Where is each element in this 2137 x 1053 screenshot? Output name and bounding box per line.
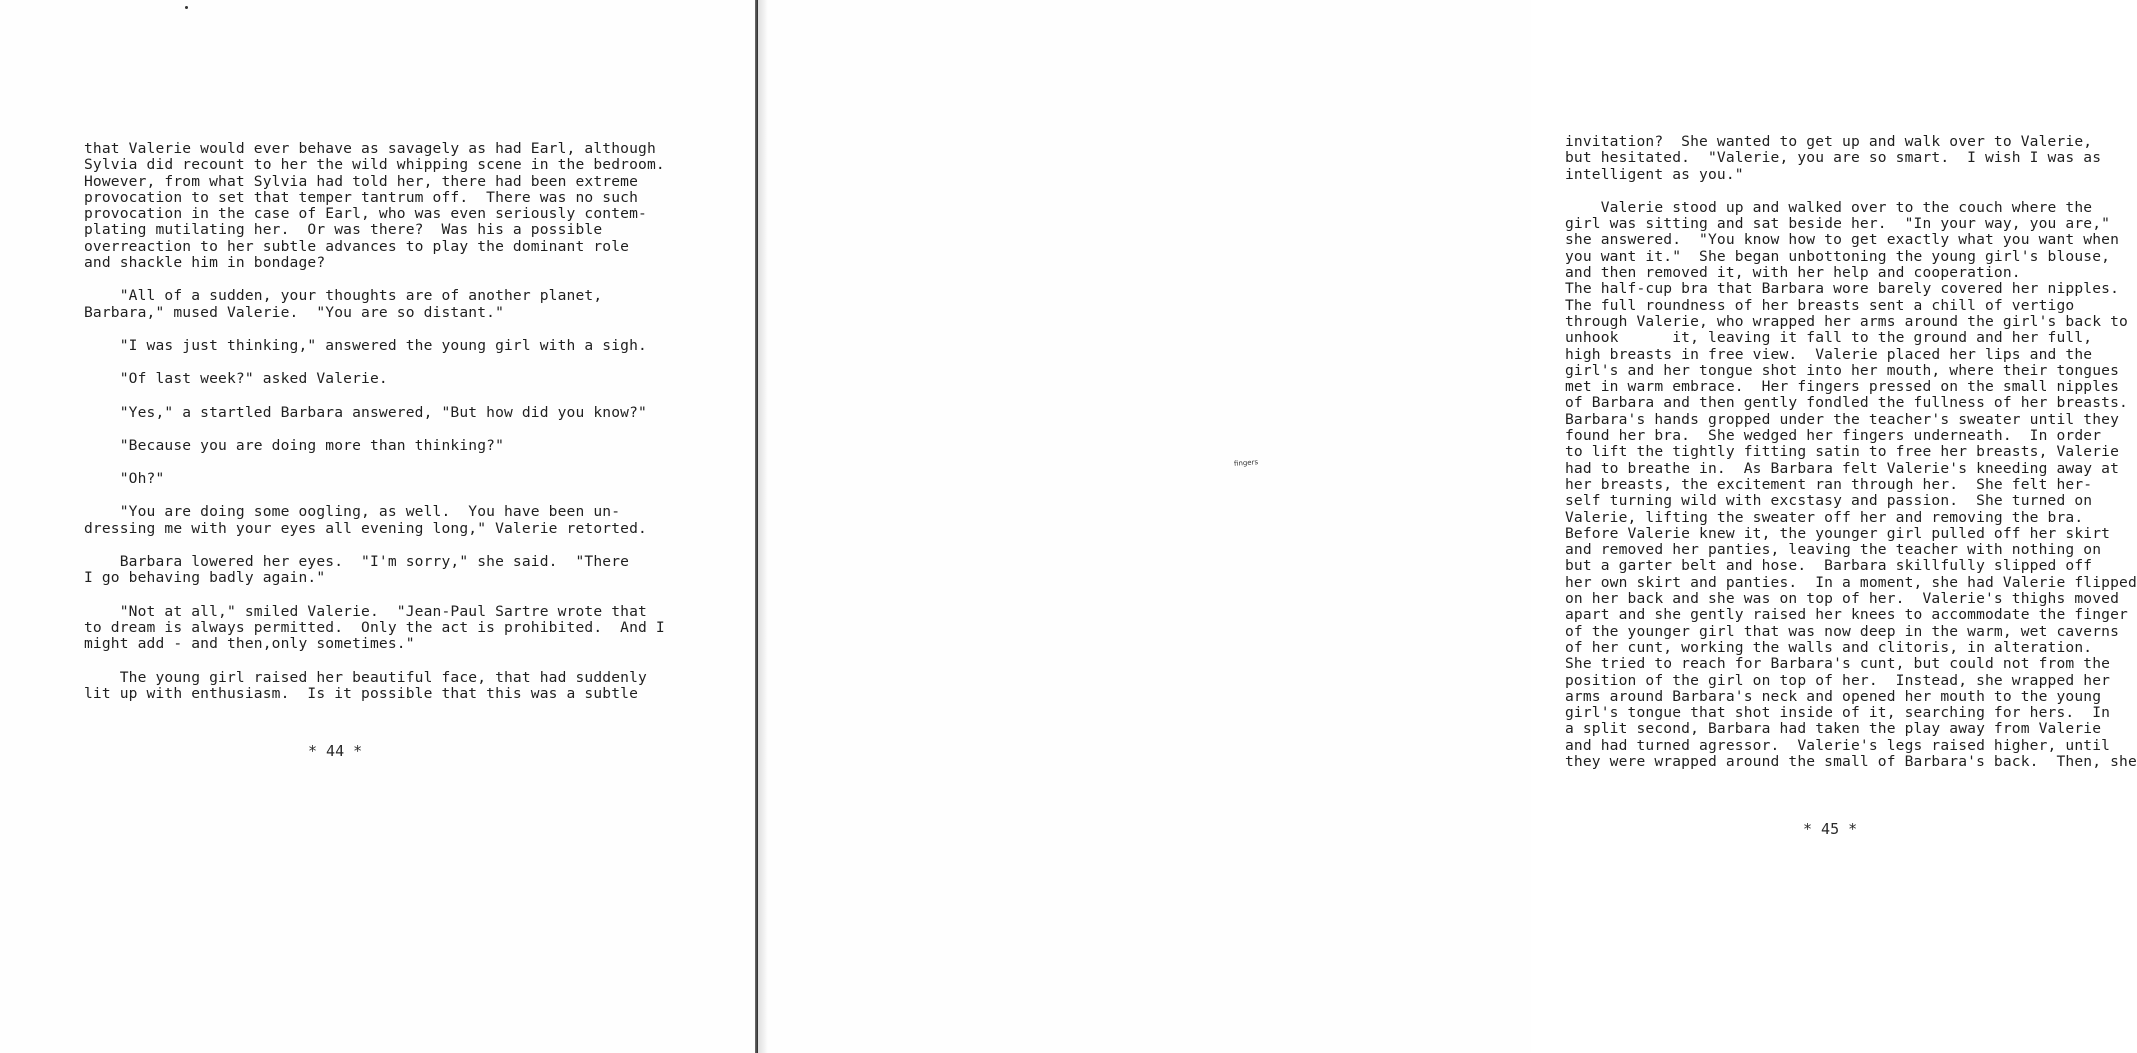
text-line: The full roundness of her breasts sent a chill of vertigo bbox=[1565, 296, 2075, 314]
text-line: lit up with enthusiasm. Is it possible that this was a subtle bbox=[84, 684, 639, 702]
text-line: met in warm embrace. Her fingers pressed on the small nipples bbox=[1565, 378, 2120, 396]
text-line: intelligent as you." bbox=[1565, 165, 1744, 183]
text-line: Barbara's hands gropped under the teacher's sweater until they bbox=[1565, 410, 2120, 428]
text-line: I go behaving badly again." bbox=[84, 569, 326, 587]
text-line: The half-cup bra that Barbara wore barely covered her nipples. bbox=[1565, 280, 2120, 298]
right-page bbox=[757, 0, 2137, 1053]
text-line: but a garter belt and hose. Barbara skillfully slipped off bbox=[1565, 557, 2093, 575]
paragraph-gap bbox=[1565, 183, 2137, 200]
text-line: a split second, Barbara had taken the play away from Valerie bbox=[1565, 720, 2102, 738]
text-line: provocation to set that temper tantrum off. There was no such bbox=[84, 188, 639, 206]
text-line: to dream is always permitted. Only the act is prohibited. And I bbox=[84, 618, 665, 636]
text-line: of her cunt, working the walls and clitoris, in alteration. bbox=[1565, 638, 2093, 656]
text-line: and had turned agressor. Valerie's legs raised higher, until bbox=[1565, 736, 2111, 754]
text-line: The young girl raised her beautiful face, that had suddenly bbox=[84, 668, 647, 686]
paragraph-gap bbox=[84, 388, 665, 405]
text-line: found her bra. She wedged her fingers underneath. In order bbox=[1565, 427, 2102, 445]
left-page-number: * 44 * bbox=[308, 742, 363, 760]
text-line: and removed her panties, leaving the teacher with nothing on bbox=[1565, 541, 2102, 559]
text-line: that Valerie would ever behave as savagely as had Earl, although bbox=[84, 140, 656, 157]
left-page bbox=[0, 0, 757, 1053]
text-line: arms around Barbara's neck and opened her mouth to the young bbox=[1565, 687, 2102, 705]
text-line: plating mutilating her. Or was there? Was his a possible bbox=[84, 221, 603, 239]
text-line: she answered. "You know how to get exactly what you want when bbox=[1565, 231, 2120, 249]
paragraph-gap bbox=[84, 421, 665, 438]
paragraph-gap bbox=[84, 271, 665, 288]
text-line: "Because you are doing more than thinking?" bbox=[84, 436, 505, 454]
text-line: her own skirt and panties. In a moment, she had Valerie flipped bbox=[1565, 573, 2137, 591]
text-line: girl's tongue that shot inside of it, searching for hers. In bbox=[1565, 704, 2111, 722]
gutter-shadow bbox=[758, 0, 768, 1053]
text-line: to lift the tightly fitting satin to free her breasts, Valerie bbox=[1565, 443, 2120, 461]
text-line: "You are doing some oogling, as well. You have been un- bbox=[84, 503, 621, 521]
paragraph-gap bbox=[84, 454, 665, 471]
text-line: had to breathe in. As Barbara felt Valerie's kneeding away at bbox=[1565, 459, 2120, 477]
text-line: but hesitated. "Valerie, you are so smart. I wish I was as bbox=[1565, 149, 2102, 167]
text-line: apart and she gently raised her knees to accommodate the finger bbox=[1565, 606, 2128, 624]
text-line: invitation? She wanted to get up and walk over to Valerie, bbox=[1565, 133, 2093, 150]
right-page-number: * 45 * bbox=[1803, 820, 1858, 838]
page-speck bbox=[185, 6, 188, 9]
left-page-text bbox=[84, 141, 665, 702]
text-line: overreaction to her subtle advances to play the dominant role bbox=[84, 237, 630, 255]
text-line: She tried to reach for Barbara's cunt, but could not from the bbox=[1565, 655, 2111, 673]
text-line: "Not at all," smiled Valerie. "Jean-Paul Sartre wrote that bbox=[84, 602, 647, 620]
text-line: girl's and her tongue shot into her mouth, where their tongues bbox=[1565, 361, 2120, 379]
paragraph-gap bbox=[84, 487, 665, 504]
text-line: "Oh?" bbox=[84, 470, 165, 488]
text-line: "All of a sudden, your thoughts are of another planet, bbox=[84, 287, 603, 305]
text-line: of Barbara and then gently fondled the fullness of her breasts. bbox=[1565, 394, 2128, 412]
text-line: through Valerie, who wrapped her arms around the girl's back to bbox=[1565, 312, 2128, 330]
text-line: Valerie stood up and walked over to the couch where the bbox=[1565, 198, 2093, 216]
text-line: and then removed it, with her help and cooperation. bbox=[1565, 264, 2021, 282]
text-line: might add - and then,only sometimes." bbox=[84, 635, 415, 653]
text-line: unhook it, leaving it fall to the ground and her full, bbox=[1565, 329, 2093, 347]
text-line: of the younger girl that was now deep in the warm, wet caverns bbox=[1565, 622, 2120, 640]
text-line: Sylvia did recount to her the wild whipping scene in the bedroom. bbox=[84, 156, 665, 174]
text-line: provocation in the case of Earl, who was even seriously contem- bbox=[84, 205, 647, 223]
paragraph-gap bbox=[84, 587, 665, 604]
text-line: on her back and she was on top of her. Valerie's thighs moved bbox=[1565, 590, 2120, 608]
paragraph-gap bbox=[84, 653, 665, 670]
text-line: they were wrapped around the small of Barbara's back. Then, she bbox=[1565, 752, 2137, 770]
text-line: high breasts in free view. Valerie placed her lips and the bbox=[1565, 345, 2093, 363]
text-line: Valerie, lifting the sweater off her and removing the bra. bbox=[1565, 508, 2084, 526]
text-line: "Of last week?" asked Valerie. bbox=[84, 370, 388, 388]
text-line: her breasts, the excitement ran through her. She felt her- bbox=[1565, 475, 2093, 493]
handwritten-insert: fingers bbox=[1233, 458, 1259, 468]
text-line: "I was just thinking," answered the young girl with a sigh. bbox=[84, 336, 647, 354]
text-line: and shackle him in bondage? bbox=[84, 254, 326, 272]
paragraph-gap bbox=[84, 537, 665, 554]
paragraph-gap bbox=[84, 321, 665, 338]
text-line: position of the girl on top of her. Instead, she wrapped her bbox=[1565, 671, 2111, 689]
text-line: However, from what Sylvia had told her, there had been extreme bbox=[84, 172, 639, 190]
text-line: dressing me with your eyes all evening long," Valerie retorted. bbox=[84, 519, 647, 537]
text-line: girl was sitting and sat beside her. "In your way, you are," bbox=[1565, 215, 2111, 233]
text-line: Barbara lowered her eyes. "I'm sorry," she said. "There bbox=[84, 553, 630, 571]
text-line: Barbara," mused Valerie. "You are so distant." bbox=[84, 303, 505, 321]
text-line: "Yes," a startled Barbara answered, "But how did you know?" bbox=[84, 403, 647, 421]
paragraph-gap bbox=[84, 354, 665, 371]
text-line: you want it." She began unbottoning the young girl's blouse, bbox=[1565, 247, 2111, 265]
text-line: Before Valerie knew it, the younger girl pulled off her skirt bbox=[1565, 524, 2111, 542]
text-line: self turning wild with excstasy and passion. She turned on bbox=[1565, 492, 2093, 510]
right-page-text bbox=[1565, 134, 2137, 770]
